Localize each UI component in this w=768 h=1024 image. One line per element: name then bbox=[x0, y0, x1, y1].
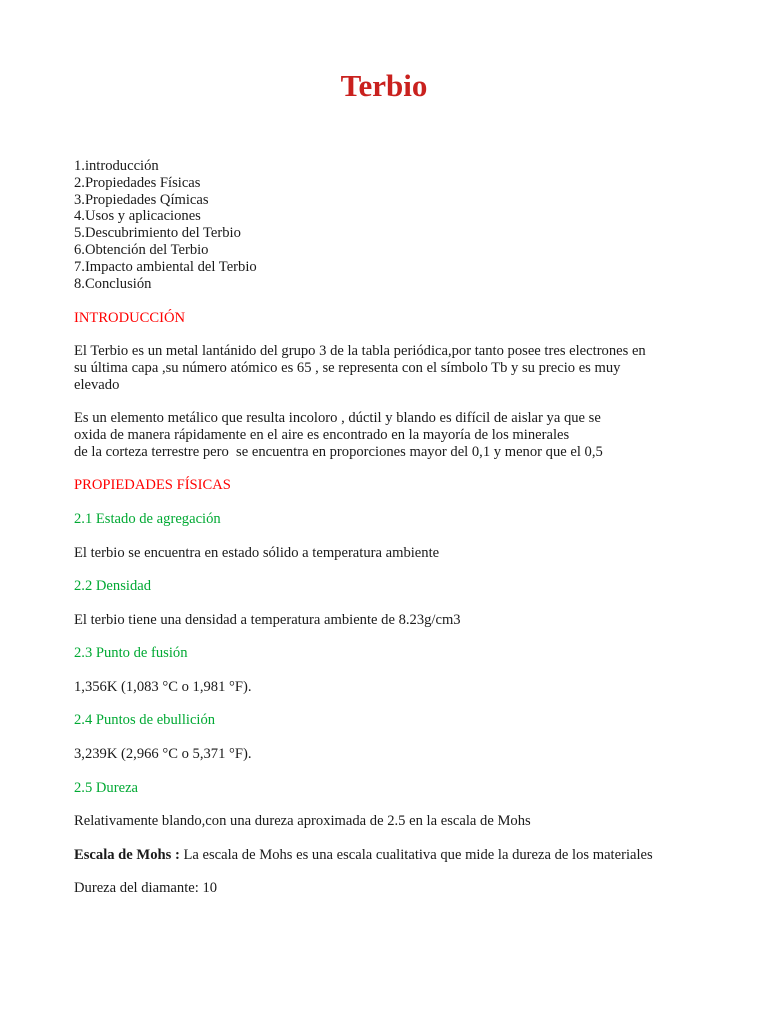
physical-properties-heading: PROPIEDADES FÍSICAS bbox=[74, 477, 231, 493]
toc-item: 7.Impacto ambiental del Terbio bbox=[74, 258, 257, 275]
paragraph-line: oxida de manera rápidamente en el aire es encontrado en la mayoría de los minerales bbox=[74, 426, 570, 443]
toc-item: 8.Conclusión bbox=[74, 275, 152, 292]
paragraph-line: El Terbio es un metal lantánido del grupo 3 de la tabla periódica,por tanto posee tres electrones en bbox=[74, 343, 646, 359]
boiling-point-text: 3,239K (2,966 °C o 5,371 °F). bbox=[74, 746, 252, 762]
introduction-heading: INTRODUCCIÓN bbox=[74, 310, 186, 326]
mohs-scale-label: Escala de Mohs : bbox=[74, 847, 180, 863]
toc-item: 6.Obtención del Terbio bbox=[74, 241, 209, 258]
aggregation-state-text: El terbio se encuentra en estado sólido a temperatura ambiente bbox=[74, 545, 440, 561]
toc-item: 3.Propiedades Qímicas bbox=[74, 191, 209, 208]
introduction-paragraph-1 bbox=[74, 343, 714, 393]
mohs-scale-text: La escala de Mohs es una escala cualitativa que mide la dureza de los materiales bbox=[179, 847, 653, 863]
paragraph-line: elevado bbox=[74, 376, 120, 393]
toc-item: 4.Usos y aplicaciones bbox=[74, 208, 201, 225]
paragraph-line: de la corteza terrestre pero se encuentra en proporciones mayor del 0,1 y menor que el 0,5 bbox=[74, 443, 603, 460]
toc-item: 2.Propiedades Físicas bbox=[74, 174, 201, 191]
aggregation-state-heading: 2.1 Estado de agregación bbox=[74, 511, 221, 527]
paragraph-line: su última capa ,su número atómico es 65 , se representa con el símbolo Tb y su precio es muy bbox=[74, 359, 621, 376]
table-of-contents bbox=[74, 158, 714, 292]
paragraph-line: Es un elemento metálico que resulta incoloro , dúctil y blando es difícil de aislar ya que se bbox=[74, 410, 601, 426]
toc-item: 5.Descubrimiento del Terbio bbox=[74, 225, 241, 242]
document-title: Terbio bbox=[340, 68, 428, 103]
melting-point-text: 1,356K (1,083 °C o 1,981 °F). bbox=[74, 679, 252, 695]
mohs-scale-paragraph bbox=[74, 847, 714, 864]
melting-point-heading: 2.3 Punto de fusión bbox=[74, 645, 188, 661]
diamond-hardness-text: Dureza del diamante: 10 bbox=[74, 880, 218, 896]
hardness-text: Relativamente blando,con una dureza aproximada de 2.5 en la escala de Mohs bbox=[74, 813, 531, 829]
density-heading: 2.2 Densidad bbox=[74, 578, 152, 594]
toc-item: 1.introducción bbox=[74, 158, 159, 174]
boiling-point-heading: 2.4 Puntos de ebullición bbox=[74, 712, 216, 728]
density-text: El terbio tiene una densidad a temperatura ambiente de 8.23g/cm3 bbox=[74, 612, 461, 628]
hardness-heading: 2.5 Dureza bbox=[74, 780, 139, 796]
introduction-paragraph-2 bbox=[74, 410, 714, 460]
